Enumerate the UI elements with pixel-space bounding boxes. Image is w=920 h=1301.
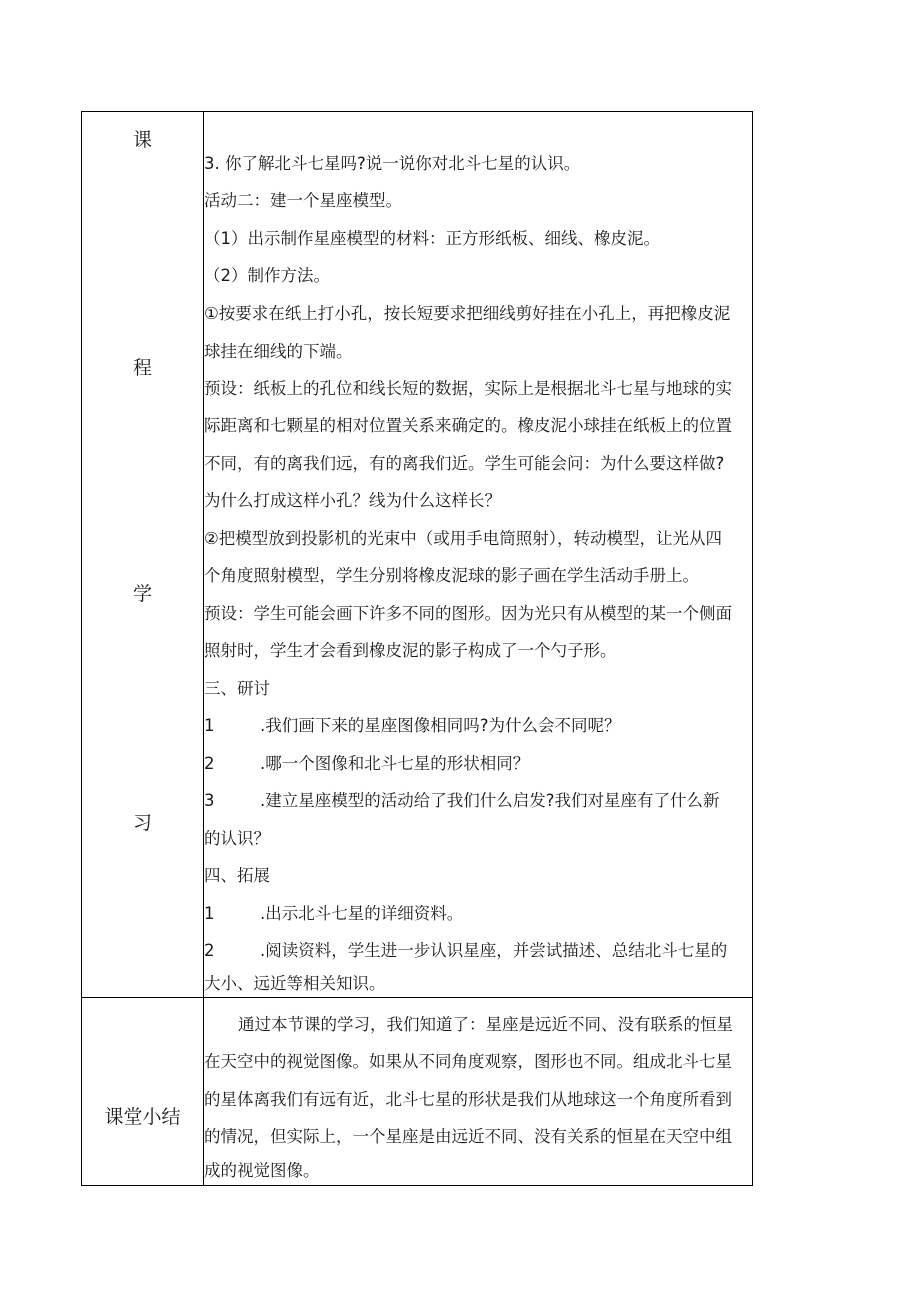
extension-number: 1 (204, 904, 215, 923)
summary-label: 课堂小结 (104, 1106, 181, 1128)
content-line: 球挂在细线的下端。 (204, 342, 353, 361)
discussion-number: 1 (204, 716, 215, 735)
section-label-char-2: 程 (132, 357, 152, 379)
extension-title: 四、拓展 (204, 866, 270, 885)
content-line: 际距离和七颗星的相对位置关系来确定的。橡皮泥小球挂在纸板上的位置 (204, 416, 732, 435)
content-line: 预设：学生可能会画下许多不同的图形。因为光只有从模型的某一个侧面 (204, 604, 732, 623)
section-label-char-3: 学 (132, 583, 152, 605)
extension-item (204, 940, 727, 962)
section-label-char-4: 习 (132, 812, 152, 834)
extension-item (204, 903, 463, 925)
content-line: ②把模型放到投影机的光束中（或用手电筒照射），转动模型，让光从四 (204, 529, 723, 548)
summary-line: 成的视觉图像。 (204, 1161, 320, 1180)
content-line: 为什么打成这样小孔？线为什么这样长？ (204, 491, 501, 510)
content-line: 3. 你了解北斗七星吗?说一说你对北斗七星的认识。 (204, 154, 581, 173)
discussion-text: .哪一个图像和北斗七星的形状相同？ (260, 754, 530, 773)
content-line: 三、研讨 (204, 679, 270, 698)
discussion-item (204, 790, 720, 812)
discussion-text: .建立星座模型的活动给了我们什么启发?我们对星座有了什么新 (260, 791, 720, 810)
discussion-number: 3 (204, 791, 215, 810)
summary-line: 的情况，但实际上，一个星座是由远近不同、没有关系的恒星在天空中组 (204, 1127, 732, 1146)
discussion-item (204, 715, 621, 737)
content-line: 大小、远近等相关知识。 (204, 974, 386, 993)
summary-line: 的星体离我们有远有近，北斗七星的形状是我们从地球这一个角度所看到 (204, 1090, 732, 1109)
discussion-number: 2 (204, 754, 215, 773)
extension-text: .出示北斗七星的详细资料。 (260, 904, 464, 923)
content-line: ①按要求在纸上打小孔，按长短要求把细线剪好挂在小孔上，再把橡皮泥 (204, 304, 731, 323)
content-line: 预设：纸板上的孔位和线长短的数据，实际上是根据北斗七星与地球的实 (204, 379, 732, 398)
lesson-process-content (204, 112, 752, 997)
content-line: （2）制作方法。 (204, 266, 330, 285)
extension-text: .阅读资料，学生进一步认识星座，并尝试描述、总结北斗七星的 (260, 941, 728, 960)
content-line: 个角度照射模型，学生分别将橡皮泥球的影子画在学生活动手册上。 (204, 566, 699, 585)
section-label-char-1: 课 (132, 129, 152, 151)
discussion-item (204, 753, 529, 775)
content-line: （1）出示制作星座模型的材料：正方形纸板、细线、橡皮泥。 (204, 229, 660, 248)
extension-number: 2 (204, 941, 215, 960)
summary-content (204, 998, 752, 1186)
content-line: 的认识？ (204, 829, 270, 848)
summary-line: 在天空中的视觉图像。如果从不同角度观察，图形也不同。组成北斗七星 (204, 1052, 732, 1071)
content-line: 不同，有的离我们远，有的离我们近。学生可能会问：为什么要这样做? (204, 454, 725, 473)
summary-line: 通过本节课的学习，我们知道了：星座是远近不同、没有联系的恒星 (238, 1015, 733, 1034)
discussion-text: .我们画下来的星座图像相同吗?为什么会不同呢？ (260, 716, 621, 735)
lesson-table (81, 111, 753, 1186)
content-line: 照射时，学生才会看到橡皮泥的影子构成了一个勺子形。 (204, 641, 617, 660)
content-line: 活动二：建一个星座模型。 (204, 191, 402, 210)
